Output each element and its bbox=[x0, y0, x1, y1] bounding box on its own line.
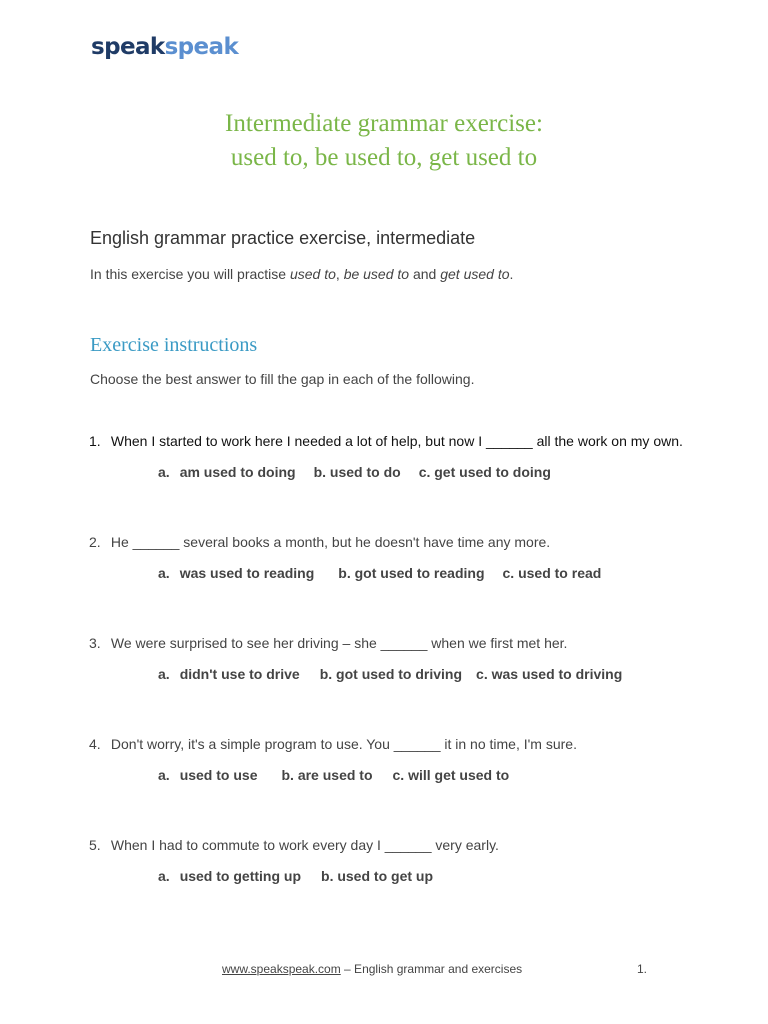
question-number: 5. bbox=[89, 837, 101, 853]
question-number: 4. bbox=[89, 736, 101, 752]
option-a[interactable]: used to getting up bbox=[179, 868, 302, 884]
intro-before: In this exercise you will practise bbox=[90, 266, 290, 282]
question-5-options bbox=[158, 866, 451, 886]
option-b[interactable]: b. used to do bbox=[313, 464, 401, 480]
page-number: 1. bbox=[637, 962, 648, 976]
option-a[interactable]: used to use bbox=[179, 767, 258, 783]
subheading: English grammar practice exercise, intermediate bbox=[90, 228, 476, 248]
intro-sep-1: , bbox=[335, 266, 344, 282]
intro-term-get-used-to: get used to bbox=[440, 266, 510, 282]
option-c[interactable]: c. get used to doing bbox=[418, 464, 551, 480]
question-text: He ______ several books a month, but he doesn't have time any more. bbox=[110, 534, 551, 550]
option-a[interactable]: was used to reading bbox=[179, 565, 315, 581]
question-text: We were surprised to see her driving – she ______ when we first met her. bbox=[110, 635, 568, 651]
speakspeak-logo[interactable] bbox=[91, 33, 238, 61]
option-c[interactable]: c. was used to driving bbox=[476, 666, 623, 682]
footer-text: – English grammar and exercises bbox=[340, 962, 523, 976]
question-2-options bbox=[158, 563, 619, 583]
option-a[interactable]: am used to doing bbox=[179, 464, 296, 480]
logo-part-1: speak bbox=[91, 34, 165, 60]
question-3 bbox=[89, 633, 567, 653]
option-b[interactable]: b. got used to driving bbox=[319, 666, 463, 682]
option-letter-a: a. bbox=[158, 868, 170, 884]
intro-sep-2: and bbox=[409, 266, 441, 282]
option-letter-a: a. bbox=[158, 565, 170, 581]
intro-term-be-used-to: be used to bbox=[343, 266, 410, 282]
question-3-options bbox=[158, 664, 640, 684]
option-c[interactable]: c. will get used to bbox=[392, 767, 510, 783]
question-text: When I started to work here I needed a lot of help, but now I ______ all the work on my own. bbox=[110, 433, 683, 449]
intro-after: . bbox=[509, 266, 514, 282]
option-a[interactable]: didn't use to drive bbox=[179, 666, 300, 682]
question-4 bbox=[89, 734, 577, 754]
question-2 bbox=[89, 532, 550, 552]
question-number: 3. bbox=[89, 635, 101, 651]
option-b[interactable]: b. got used to reading bbox=[338, 565, 485, 581]
intro-paragraph bbox=[90, 264, 513, 284]
option-letter-a: a. bbox=[158, 767, 170, 783]
question-1 bbox=[89, 431, 683, 451]
option-c[interactable]: c. used to read bbox=[502, 565, 602, 581]
logo-part-2: speak bbox=[164, 34, 239, 60]
footer-link[interactable]: www.speakspeak.com bbox=[222, 962, 341, 976]
question-4-options bbox=[158, 765, 527, 785]
instructions-text: Choose the best answer to fill the gap in each of the following. bbox=[90, 371, 475, 387]
question-number: 1. bbox=[89, 433, 101, 449]
option-letter-a: a. bbox=[158, 464, 170, 480]
question-number: 2. bbox=[89, 534, 101, 550]
question-5 bbox=[89, 835, 499, 855]
option-b[interactable]: b. are used to bbox=[281, 767, 373, 783]
page-title-line-2: used to, be used to, get used to bbox=[230, 144, 538, 171]
question-text: Don't worry, it's a simple program to use. You ______ it in no time, I'm sure. bbox=[110, 736, 577, 752]
question-text: When I had to commute to work every day I ______ very early. bbox=[110, 837, 499, 853]
intro-term-used-to: used to bbox=[289, 266, 336, 282]
instructions-heading: Exercise instructions bbox=[90, 334, 258, 356]
question-1-options bbox=[158, 462, 569, 482]
footer bbox=[222, 960, 522, 978]
option-letter-a: a. bbox=[158, 666, 170, 682]
page-title-line-1: Intermediate grammar exercise: bbox=[225, 110, 543, 137]
option-b[interactable]: b. used to get up bbox=[321, 868, 434, 884]
